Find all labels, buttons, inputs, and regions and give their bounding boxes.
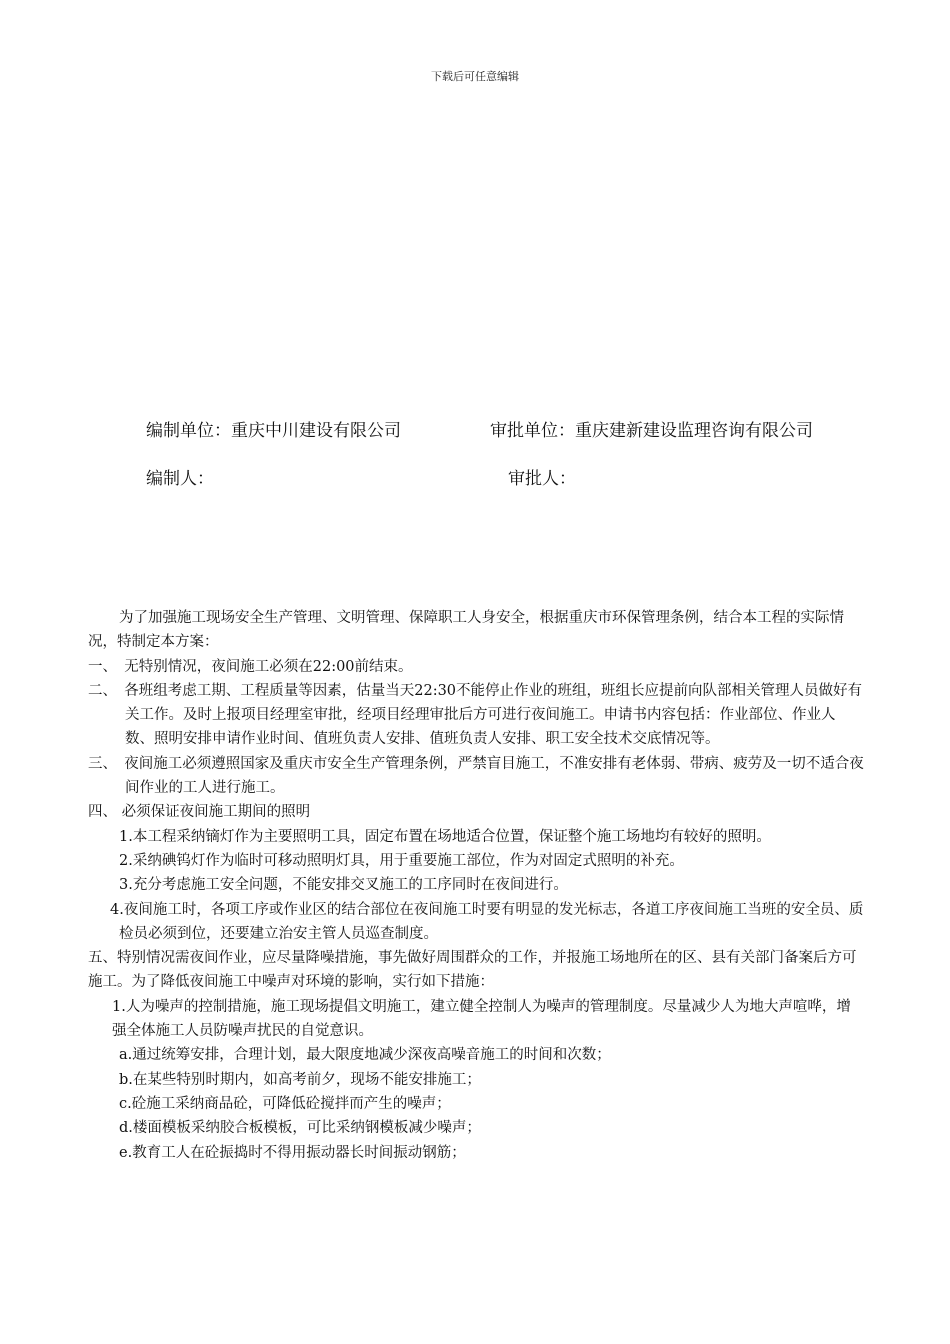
list-item-4: 四、 必须保证夜间施工期间的照明 — [88, 804, 311, 821]
lighting-item-3: 3.充分考虑施工安全问题，不能安排交叉施工的工序同时在夜间进行。 — [119, 877, 568, 894]
approver-person: 审批人： — [508, 469, 576, 489]
list-item-2: 二、 各班组考虑工期、工程质量等因素，估量当天22:30不能停止作业的班组，班组长应提前向队部相关管理人员做好有关工作。及时上报项目经理室审批，经项目经理审批后方可进行夜间施工。申请书内容包括：作业部位、作业人数、照明安排申请作业时间、值班负责人安排、值班负责人安排、职工安全技术交底情况等。 — [88, 682, 863, 748]
section-5-paragraph: 五、特别情况需夜间作业，应尽量降噪措施，事先做好周围群众的工作，并报施工场地所在的区、县有关部门备案后方可施工。为了降低夜间施工中噪声对环境的影响，实行如下措施： — [88, 950, 857, 991]
document-body — [88, 606, 864, 1165]
approver-unit: 审批单位：重庆建新建设监理咨询有限公司 — [490, 421, 813, 441]
compiler-unit: 编制单位：重庆中川建设有限公司 — [146, 421, 401, 441]
lighting-item-1: 1.本工程采纳镝灯作为主要照明工具，固定布置在场地适合位置，保证整个施工场地均有较好的照明。 — [119, 828, 771, 845]
lighting-item-4: 4.夜间施工时，各项工序或作业区的结合部位在夜间施工时要有明显的发光标志，各道工序夜间施工当班的安全员、质检员必须到位，还要建立治安主管人员巡查制度。 — [110, 901, 864, 942]
noise-sub-d: d.楼面模板采纳胶合板模板，可比采纳钢模板减少噪声； — [119, 1120, 481, 1137]
compiler-person: 编制人： — [146, 469, 214, 489]
list-item-1: 一、 无特别情况，夜间施工必须在22:00前结束。 — [88, 658, 413, 675]
intro-paragraph: 为了加强施工现场安全生产管理、文明管理、保障职工人身安全，根据重庆市环保管理条例，结合本工程的实际情况，特制定本方案： — [88, 610, 844, 651]
noise-sub-c: c.砼施工采纳商品砼，可降低砼搅拌而产生的噪声； — [119, 1095, 451, 1112]
noise-sub-b: b.在某些特别时期内，如高考前夕，现场不能安排施工； — [119, 1071, 481, 1088]
noise-sub-e: e.教育工人在砼振捣时不得用振动器长时间振动钢筋； — [119, 1144, 466, 1161]
noise-main-measure: 1.人为噪声的控制措施，施工现场提倡文明施工，建立健全控制人为噪声的管理制度。尽量减少人为地大声喧哗，增强全体施工人员防噪声扰民的自觉意识。 — [112, 998, 851, 1040]
list-item-3: 三、 夜间施工必须遵照国家及重庆市安全生产管理条例，严禁盲目施工，不准安排有老体弱、带病、疲劳及一切不适合夜间作业的工人进行施工。 — [88, 755, 864, 797]
noise-sub-a: a.通过统筹安排，合理计划，最大限度地减少深夜高噪音施工的时间和次数； — [119, 1047, 611, 1064]
lighting-item-2: 2.采纳碘钨灯作为临时可移动照明灯具，用于重要施工部位，作为对固定式照明的补充。 — [119, 852, 684, 869]
header-note: 下载后可任意编辑 — [431, 70, 519, 83]
